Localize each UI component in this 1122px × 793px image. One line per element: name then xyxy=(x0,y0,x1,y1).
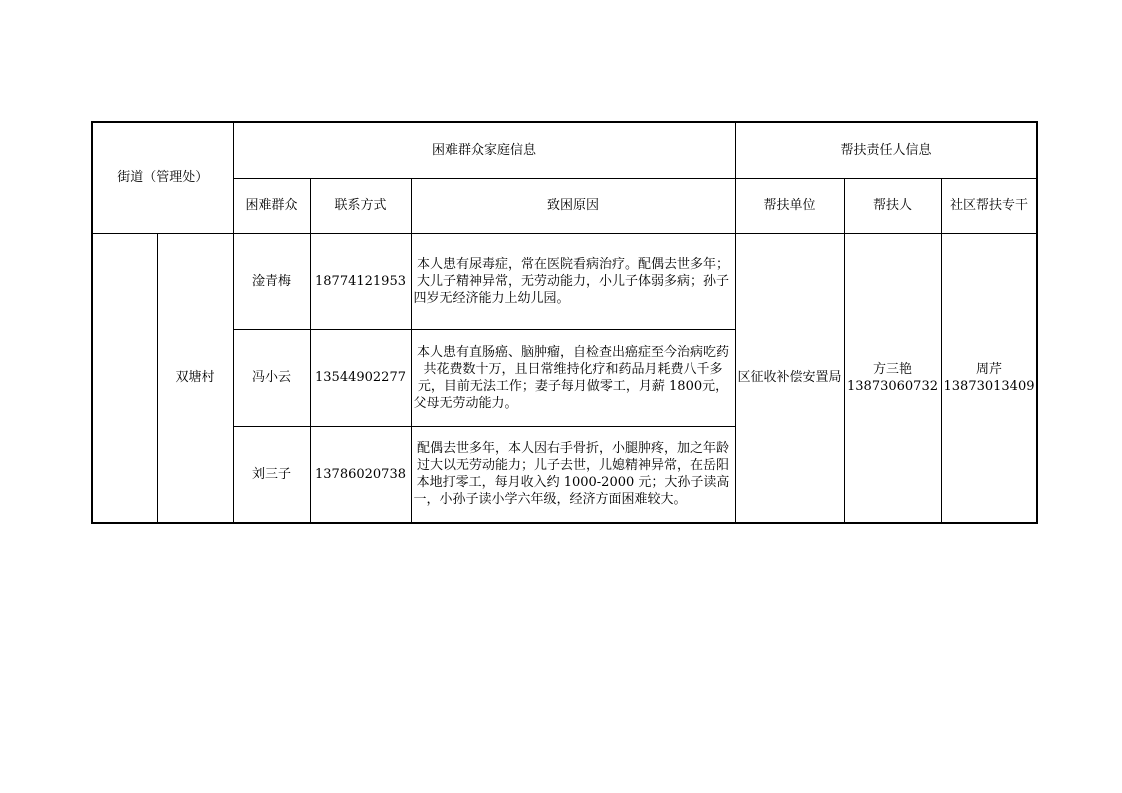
hardship-reason: 本人患有尿毒症，常在医院看病治疗。配偶去世多年；大儿子精神异常，无劳动能力，小儿子体弱多病；孙子四岁无经济能力上幼儿园。 xyxy=(411,233,735,329)
village-cell: 双塘村 xyxy=(157,233,233,523)
helper-person xyxy=(844,233,941,523)
person-phone: 13544902277 xyxy=(310,329,411,426)
header-family-info: 困难群众家庭信息 xyxy=(233,122,735,178)
person-phone: 18774121953 xyxy=(310,233,411,329)
person-name: 淦青梅 xyxy=(233,233,310,329)
hardship-reason: 本人患有直肠癌、脑肿瘤，自检查出癌症至今治病吃药共花费数十万，且日常维持化疗和药品月耗费八千多元，目前无法工作；妻子每月做零工，月薪 1800元，父母无劳动能力。 xyxy=(411,329,735,426)
helper-unit: 区征收补偿安置局 xyxy=(735,233,844,523)
table-row xyxy=(92,233,1037,329)
header-street: 街道（管理处） xyxy=(92,122,233,233)
header-community-officer: 社区帮扶专干 xyxy=(941,178,1037,233)
hardship-reason: 配偶去世多年，本人因右手骨折，小腿肿疼，加之年龄过大以无劳动能力；儿子去世，儿媳精神异常，在岳阳本地打零工，每月收入约 1000-2000 元；大孙子读高一，小孙子读小学六年级，经济方面困难较大。 xyxy=(411,426,735,523)
header-contact: 联系方式 xyxy=(310,178,411,233)
person-name: 冯小云 xyxy=(233,329,310,426)
header-helper-info: 帮扶责任人信息 xyxy=(735,122,1037,178)
header-row-columns xyxy=(92,178,1037,233)
person-phone: 13786020738 xyxy=(310,426,411,523)
community-officer xyxy=(941,233,1037,523)
person-name: 刘三子 xyxy=(233,426,310,523)
header-row-group xyxy=(92,122,1037,178)
header-unit: 帮扶单位 xyxy=(735,178,844,233)
helper-phone: 13873060732 xyxy=(847,378,938,394)
community-officer-name: 周芹 xyxy=(975,361,1002,377)
assistance-table xyxy=(91,121,1038,524)
street-cell xyxy=(92,233,157,523)
header-reason: 致困原因 xyxy=(411,178,735,233)
community-officer-phone: 13873013409 xyxy=(943,378,1035,394)
header-helper: 帮扶人 xyxy=(844,178,941,233)
header-person: 困难群众 xyxy=(233,178,310,233)
helper-name: 方三艳 xyxy=(872,361,912,377)
